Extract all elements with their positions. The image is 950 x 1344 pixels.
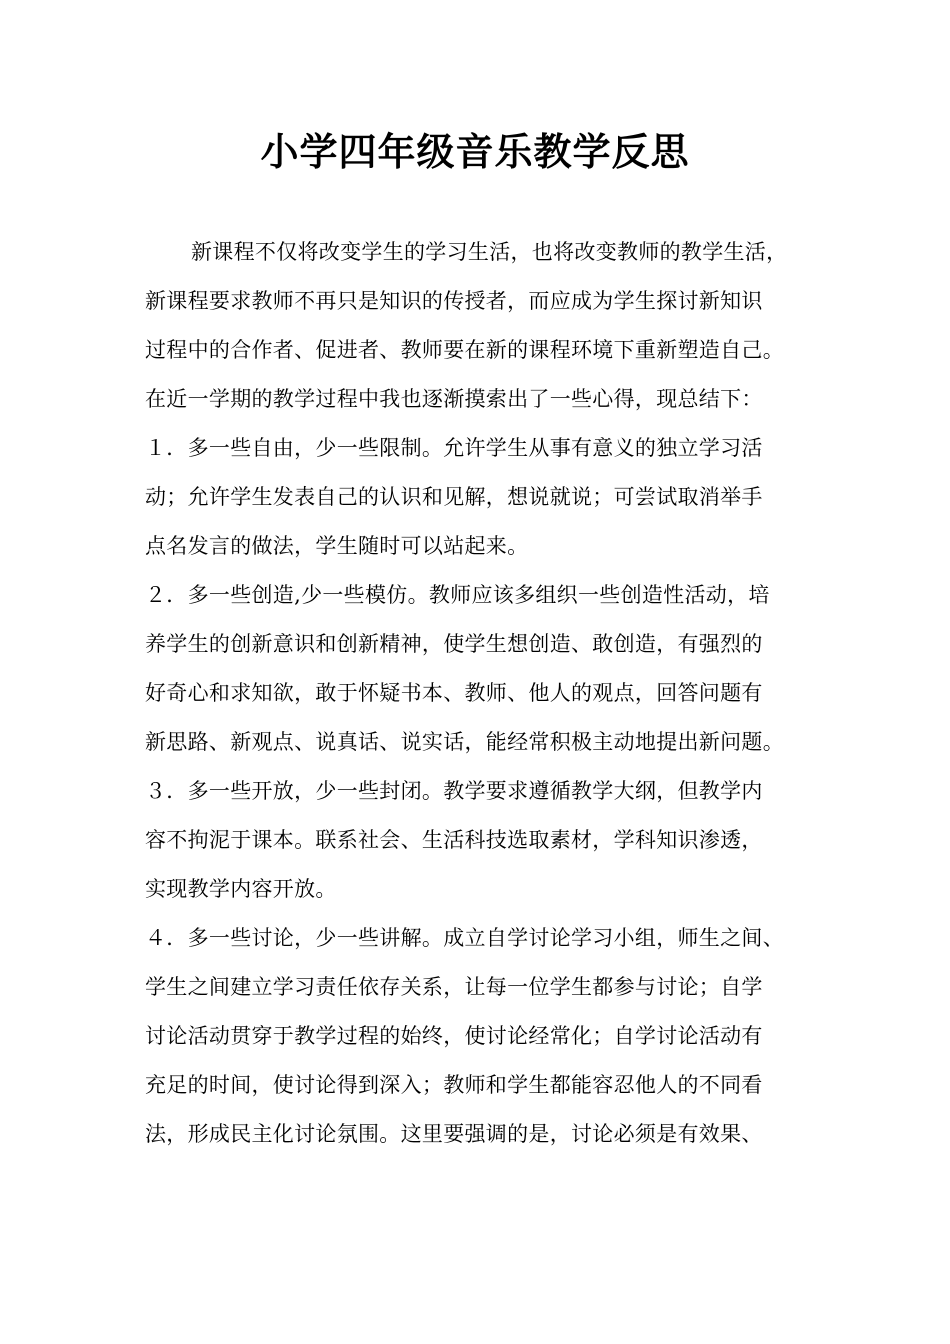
paragraph-line: 在近一学期的教学过程中我也逐渐摸索出了一些心得，现总结下： (145, 387, 763, 411)
paragraph-line: 新课程不仅将改变学生的学习生活，也将改变教师的教学生活， (191, 240, 788, 264)
list-item-line: 好奇心和求知欲，敢于怀疑书本、教师、他人的观点，回答问题有 (145, 681, 763, 705)
document-title: 小学四年级音乐教学反思 (260, 129, 690, 174)
list-item-line: 动；允许学生发表自己的认识和见解，想说就说；可尝试取消举手 (145, 485, 763, 509)
list-item-line: １．多一些自由，少一些限制。允许学生从事有意义的独立学习活 (145, 436, 763, 460)
list-item-line: 容不拘泥于课本。联系社会、生活科技选取素材，学科知识渗透， (145, 828, 763, 852)
list-item-line: ３．多一些开放，少一些封闭。教学要求遵循教学大纲，但教学内 (145, 779, 763, 803)
list-item-line: 养学生的创新意识和创新精神，使学生想创造、敢创造，有强烈的 (145, 632, 763, 656)
list-item-line: ４．多一些讨论，少一些讲解。成立自学讨论学习小组，师生之间、 (145, 926, 784, 950)
paragraph-line: 过程中的合作者、促进者、教师要在新的课程环境下重新塑造自己。 (145, 338, 784, 362)
list-item-line: 实现教学内容开放。 (145, 877, 337, 901)
list-item-line: ２．多一些创造,少一些模仿。教师应该多组织一些创造性活动，培 (145, 583, 770, 607)
list-item-line: 法，形成民主化讨论氛围。这里要强调的是，讨论必须是有效果、 (145, 1122, 763, 1146)
list-item-line: 新思路、新观点、说真话、说实话，能经常积极主动地提出新问题。 (145, 730, 784, 754)
list-item-line: 充足的时间，使讨论得到深入；教师和学生都能容忍他人的不同看 (145, 1073, 763, 1097)
paragraph-line: 新课程要求教师不再只是知识的传授者，而应成为学生探讨新知识 (145, 289, 763, 313)
list-item-line: 学生之间建立学习责任依存关系，让每一位学生都参与讨论；自学 (145, 975, 763, 999)
list-item-line: 点名发言的做法，学生随时可以站起来。 (145, 534, 529, 558)
list-item-line: 讨论活动贯穿于教学过程的始终，使讨论经常化；自学讨论活动有 (145, 1024, 763, 1048)
document-body (145, 228, 815, 1159)
